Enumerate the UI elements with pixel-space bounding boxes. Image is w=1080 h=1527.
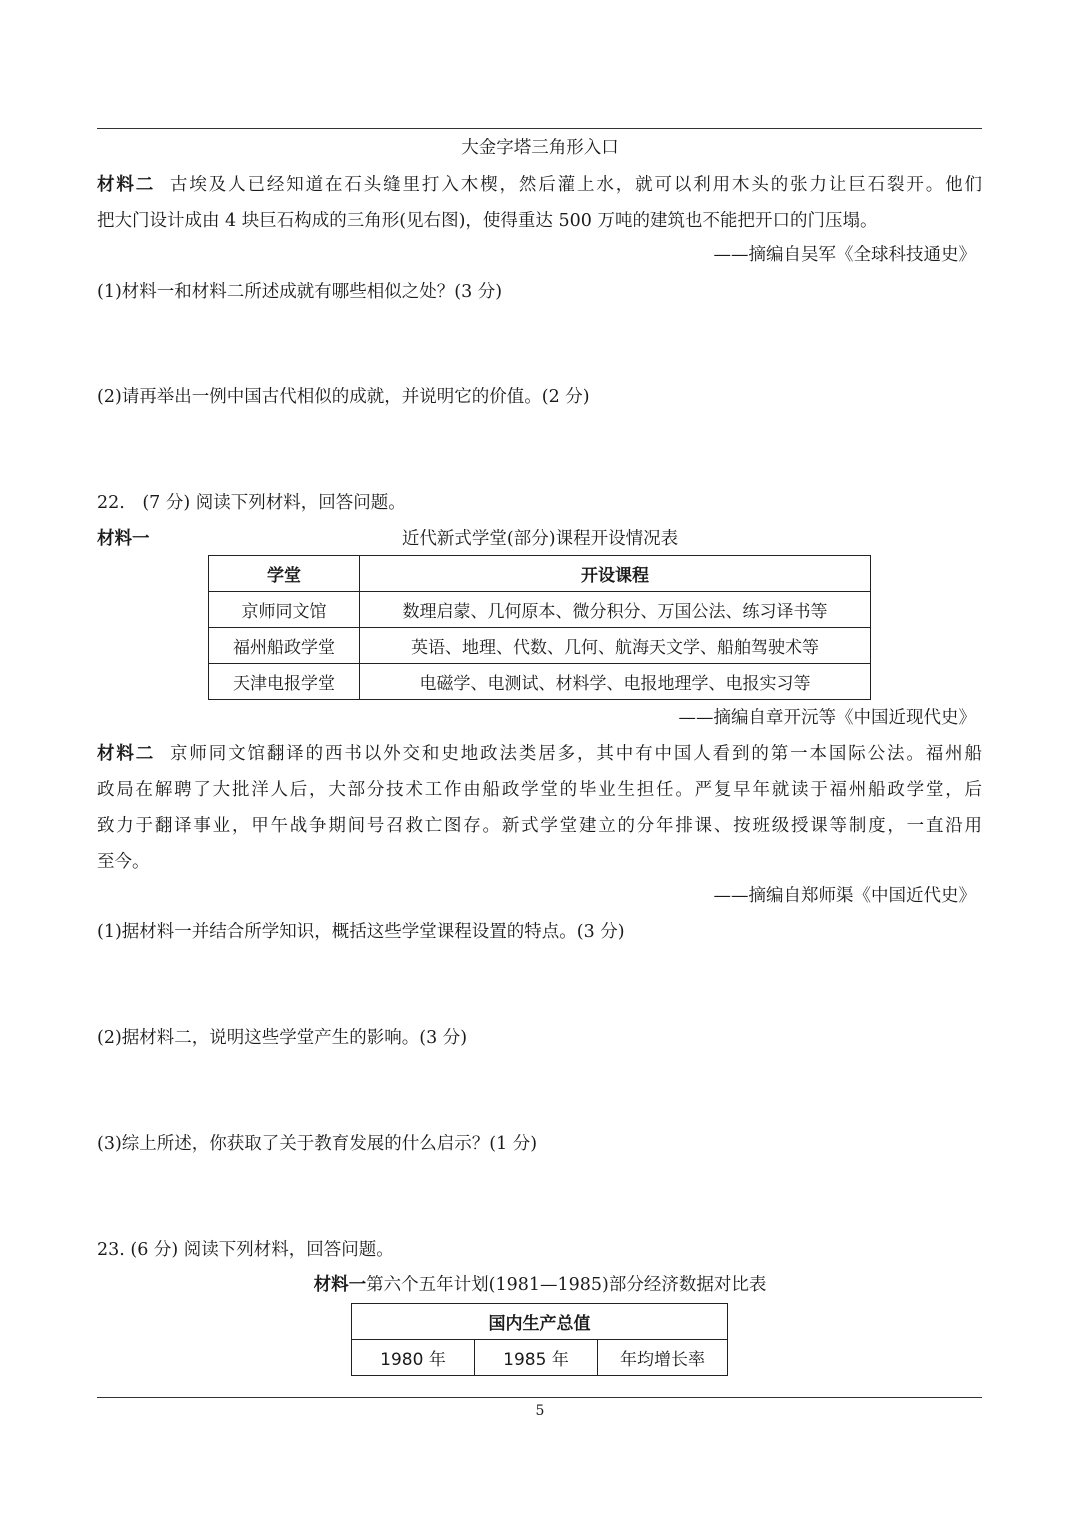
table-cell-school: 福州船政学堂	[209, 628, 360, 664]
q23-table-title: 第六个五年计划(1981—1985)部分经济数据对比表	[366, 1275, 767, 1295]
table-cell-growth-rate: 年均增长率	[598, 1340, 728, 1376]
q22-material2-line3: 致力于翻译事业，甲午战争期间号召救亡图存。新式学堂建立的分年排课、按班级授课等制度，一直沿用	[97, 816, 982, 836]
header-rule	[97, 128, 982, 129]
table-cell-year-1980: 1980 年	[352, 1340, 475, 1376]
table-header-gdp: 国内生产总值	[352, 1304, 728, 1340]
table-cell-school: 天津电报学堂	[209, 664, 360, 700]
table-cell-courses: 英语、地理、代数、几何、航海天文学、船舶驾驶术等	[360, 628, 871, 664]
q22-material2-line1	[97, 742, 982, 766]
table-cell-courses: 电磁学、电测试、材料学、电报地理学、电报实习等	[360, 664, 871, 700]
table-row	[209, 628, 871, 664]
q23-economy-table	[351, 1303, 728, 1376]
figure-caption: 大金字塔三角形入口	[461, 138, 619, 158]
q21-subquestion-2: (2)请再举出一例中国古代相似的成就，并说明它的价值。(2 分)	[97, 387, 590, 407]
table-cell-school: 京师同文馆	[209, 592, 360, 628]
q22-material2-line2: 政局在解聘了大批洋人后，大部分技术工作由船政学堂的毕业生担任。严复早年就读于福州船政学堂，后	[97, 780, 982, 800]
q22-course-table	[208, 555, 871, 700]
q22-material1-source: ——摘编自章开沅等《中国近现代史》	[678, 708, 976, 728]
q21-material2-label: 材料二	[97, 175, 156, 195]
q21-material2-line1	[97, 173, 982, 197]
q22-material2-source: ——摘编自郑师渠《中国近代史》	[713, 886, 976, 906]
table-header-courses: 开设课程	[360, 556, 871, 592]
q22-subquestion-2: (2)据材料二，说明这些学堂产生的影响。(3 分)	[97, 1028, 468, 1048]
table-cell-courses: 数理启蒙、几何原本、微分积分、万国公法、练习译书等	[360, 592, 871, 628]
q22-material2-line4: 至今。	[97, 852, 150, 872]
table-cell-year-1985: 1985 年	[475, 1340, 598, 1376]
q22-material2-label: 材料二	[97, 744, 156, 764]
table-row	[209, 664, 871, 700]
table-row	[209, 592, 871, 628]
q22-material2-text1: 京师同文馆翻译的西书以外交和史地政法类居多，其中有中国人看到的第一本国际公法。福州船	[170, 744, 983, 764]
q22-table-title: 近代新式学堂(部分)课程开设情况表	[401, 529, 679, 549]
q23-material1-label: 材料一	[313, 1275, 367, 1295]
q22-material1-label: 材料一	[97, 529, 150, 549]
q21-material2-line2: 把大门设计成由 4 块巨石构成的三角形(见右图)，使得重达 500 万吨的建筑也不能把开口的门压塌。	[97, 211, 878, 231]
q23-heading: 23. (6 分) 阅读下列材料，回答问题。	[97, 1240, 394, 1260]
footer-rule	[97, 1397, 982, 1398]
table-row	[352, 1340, 728, 1376]
q22-subquestion-3: (3)综上所述，你获取了关于教育发展的什么启示？(1 分)	[97, 1134, 538, 1154]
q21-material2-text1: 古埃及人已经知道在石头缝里打入木楔，然后灌上水，就可以利用木头的张力让巨石裂开。他们	[170, 175, 983, 195]
q21-subquestion-1: (1)材料一和材料二所述成就有哪些相似之处？(3 分)	[97, 282, 503, 302]
q21-material2-source: ——摘编自吴军《全球科技通史》	[713, 245, 976, 265]
page-number: 5	[535, 1403, 545, 1419]
q23-table-title-line	[0, 1273, 1080, 1297]
table-header-school: 学堂	[209, 556, 360, 592]
q22-subquestion-1: (1)据材料一并结合所学知识，概括这些学堂课程设置的特点。(3 分)	[97, 922, 625, 942]
q22-heading: 22. (7 分) 阅读下列材料，回答问题。	[97, 493, 406, 513]
